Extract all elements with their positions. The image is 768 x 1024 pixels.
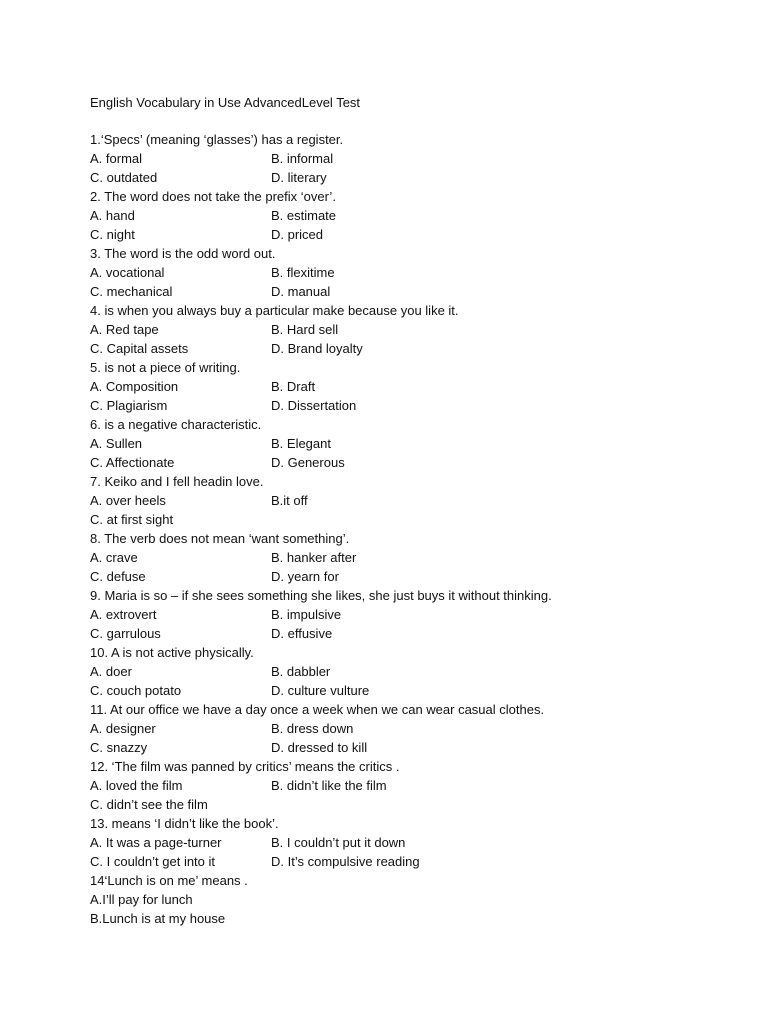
option-left: A. Red tape: [90, 322, 159, 337]
option-right: B. Elegant: [271, 436, 331, 451]
option-left: C. Plagiarism: [90, 398, 168, 413]
option-right: D. manual: [271, 284, 331, 299]
question-stem: 1.‘Specs’ (meaning ‘glasses’) has a register.: [90, 132, 344, 147]
question-13: [90, 814, 750, 871]
option-left: C. at first sight: [90, 512, 174, 527]
option-row: [90, 282, 750, 301]
option-right: B. Hard sell: [271, 322, 339, 337]
option-left: A. vocational: [90, 265, 165, 280]
question-stem: 2. The word does not take the prefix ‘over’.: [90, 189, 336, 204]
option-row: [90, 719, 750, 738]
question-stem: 5. is not a piece of writing.: [90, 360, 241, 375]
question-stem: 8. The verb does not mean ‘want something’.: [90, 531, 350, 546]
option-row: [90, 320, 750, 339]
option-right: D. Dissertation: [271, 398, 357, 413]
question-stem: 14‘Lunch is on me’ means .: [90, 873, 248, 888]
option-row: [90, 795, 750, 814]
question-stem: 9. Maria is so – if she sees something she likes, she just buys it without thinking.: [90, 588, 552, 603]
question-11: [90, 700, 750, 757]
question-8: [90, 529, 750, 586]
question-2: [90, 187, 750, 244]
question-4: [90, 301, 750, 358]
option-row: [90, 624, 750, 643]
option-left: A. hand: [90, 208, 135, 223]
option-left: A.I’ll pay for lunch: [90, 892, 193, 907]
option-right: D. yearn for: [271, 569, 339, 584]
option-row: [90, 149, 750, 168]
option-right: D. dressed to kill: [271, 740, 368, 755]
option-left: A. doer: [90, 664, 132, 679]
option-row: [90, 225, 750, 244]
question-stem: 7. Keiko and I fell headin love.: [90, 474, 264, 489]
option-right: D. literary: [271, 170, 327, 185]
question-12: [90, 757, 750, 814]
option-row: [90, 776, 750, 795]
option-left: C. couch potato: [90, 683, 182, 698]
question-list: [90, 130, 750, 928]
option-right: B. estimate: [271, 208, 337, 223]
question-stem: 13. means ‘I didn’t like the book’.: [90, 816, 279, 831]
option-row: [90, 453, 750, 472]
question-stem: 4. is when you always buy a particular make because you like it.: [90, 303, 459, 318]
option-right: B.it off: [271, 493, 308, 508]
option-left: C. outdated: [90, 170, 158, 185]
option-left: A. loved the film: [90, 778, 183, 793]
option-row: [90, 206, 750, 225]
option-left: A. Sullen: [90, 436, 143, 451]
option-left: C. snazzy: [90, 740, 148, 755]
document-title: English Vocabulary in Use AdvancedLevel Test: [90, 95, 361, 110]
question-1: [90, 130, 750, 187]
option-left: C. mechanical: [90, 284, 173, 299]
question-stem: 11. At our office we have a day once a week when we can wear casual clothes.: [90, 702, 545, 717]
option-right: B. Draft: [271, 379, 316, 394]
option-left: A. over heels: [90, 493, 166, 508]
option-left: A. crave: [90, 550, 138, 565]
document-page: [90, 93, 750, 928]
option-right: B. dabbler: [271, 664, 331, 679]
option-left: A. formal: [90, 151, 143, 166]
option-right: D. culture vulture: [271, 683, 370, 698]
option-row: [90, 909, 750, 928]
option-right: D. effusive: [271, 626, 333, 641]
option-row: [90, 833, 750, 852]
option-row: [90, 681, 750, 700]
option-row: [90, 339, 750, 358]
option-right: B. informal: [271, 151, 334, 166]
option-right: D. priced: [271, 227, 324, 242]
option-right: D. Generous: [271, 455, 345, 470]
option-left: A. extrovert: [90, 607, 157, 622]
option-row: [90, 434, 750, 453]
option-right: B. I couldn’t put it down: [271, 835, 406, 850]
option-left: C. garrulous: [90, 626, 161, 641]
option-left: C. night: [90, 227, 135, 242]
option-right: D. Brand loyalty: [271, 341, 363, 356]
option-row: [90, 890, 750, 909]
option-row: [90, 491, 750, 510]
option-left: C. defuse: [90, 569, 146, 584]
option-row: [90, 605, 750, 624]
option-row: [90, 548, 750, 567]
option-right: B. didn’t like the film: [271, 778, 387, 793]
question-9: [90, 586, 750, 643]
option-row: [90, 168, 750, 187]
option-row: [90, 396, 750, 415]
question-5: [90, 358, 750, 415]
question-7: [90, 472, 750, 529]
option-left: C. didn’t see the film: [90, 797, 208, 812]
question-14: [90, 871, 750, 928]
option-row: [90, 263, 750, 282]
option-left: B.Lunch is at my house: [90, 911, 226, 926]
option-right: B. dress down: [271, 721, 354, 736]
question-stem: 12. ‘The film was panned by critics’ means the critics .: [90, 759, 400, 774]
option-right: B. hanker after: [271, 550, 357, 565]
option-row: [90, 377, 750, 396]
question-3: [90, 244, 750, 301]
question-stem: 3. The word is the odd word out.: [90, 246, 276, 261]
question-10: [90, 643, 750, 700]
option-left: C. Affectionate: [90, 455, 175, 470]
option-left: A. designer: [90, 721, 156, 736]
option-left: A. Composition: [90, 379, 179, 394]
option-left: A. It was a page-turner: [90, 835, 222, 850]
question-stem: 10. A is not active physically.: [90, 645, 254, 660]
option-row: [90, 567, 750, 586]
option-left: C. I couldn’t get into it: [90, 854, 216, 869]
option-row: [90, 510, 750, 529]
option-right: D. It’s compulsive reading: [271, 854, 420, 869]
option-right: B. impulsive: [271, 607, 342, 622]
option-row: [90, 852, 750, 871]
question-6: [90, 415, 750, 472]
option-right: B. flexitime: [271, 265, 335, 280]
option-row: [90, 662, 750, 681]
option-row: [90, 738, 750, 757]
option-left: C. Capital assets: [90, 341, 189, 356]
question-stem: 6. is a negative characteristic.: [90, 417, 262, 432]
